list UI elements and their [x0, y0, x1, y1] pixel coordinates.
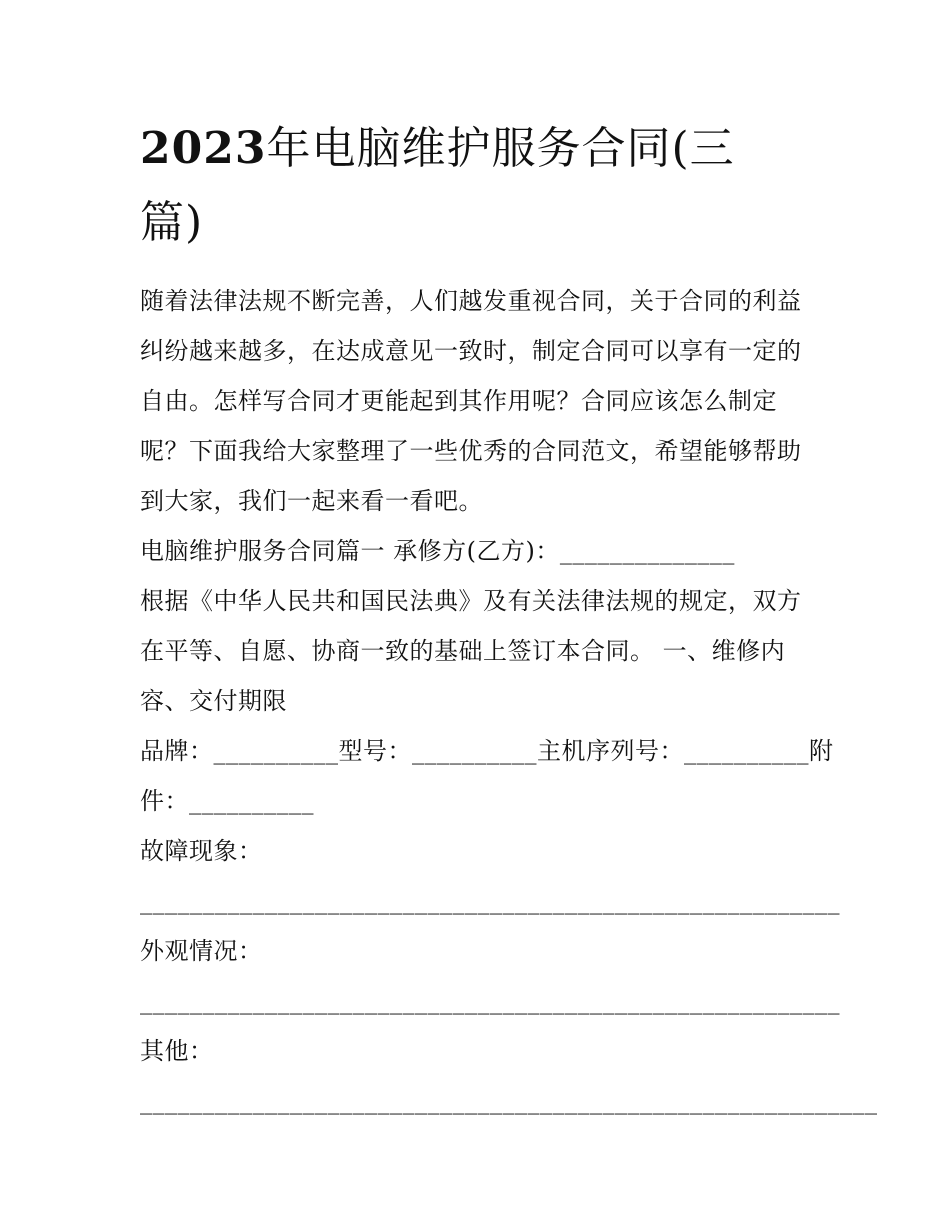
contract-heading: 电脑维护服务合同篇一 承修方(乙方)：______________: [140, 537, 735, 565]
title-year: 2023: [140, 123, 267, 174]
document-title: [140, 112, 820, 260]
basis-line: 容、交付期限: [140, 687, 287, 715]
intro-line: 呢？下面我给大家整理了一些优秀的合同范文，希望能够帮助: [140, 437, 802, 465]
intro-line: 纠纷越来越多，在达成意见一致时，制定合同可以享有一定的: [140, 337, 802, 365]
fault-blank-line: ________________________________________________________: [140, 887, 840, 915]
intro-line: 随着法律法规不断完善，人们越发重视合同，关于合同的利益: [140, 287, 802, 315]
intro-line: 自由。怎样写合同才更能起到其作用呢？合同应该怎么制定: [140, 387, 777, 415]
intro-line: 到大家，我们一起来看一看吧。: [140, 487, 483, 515]
basis-line: 根据《中华人民共和国民法典》及有关法律法规的规定，双方: [140, 587, 802, 615]
intro-paragraph: [140, 276, 878, 1126]
brand-model-line: 品牌：__________型号：__________主机序列号：__________附: [140, 737, 834, 765]
appearance-label: 外观情况：: [140, 937, 263, 965]
title-text-line1: 年电脑维护服务合同(三: [266, 123, 735, 174]
basis-line: 在平等、自愿、协商一致的基础上签订本合同。 一、维修内: [140, 637, 786, 665]
other-label: 其他：: [140, 1037, 214, 1065]
other-blank-line: ___________________________________________________________: [140, 1087, 878, 1115]
accessory-line: 件：__________: [140, 787, 314, 815]
fault-label: 故障现象：: [140, 837, 263, 865]
title-text-line2: 篇): [140, 197, 204, 248]
appearance-blank-line: ________________________________________________________: [140, 987, 840, 1015]
